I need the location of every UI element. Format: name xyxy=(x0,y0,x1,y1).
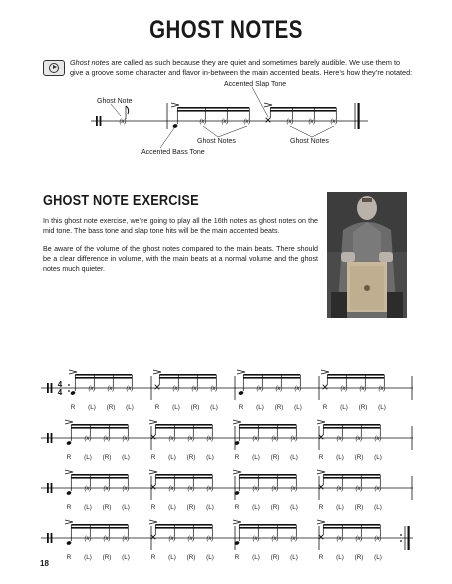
beam xyxy=(270,107,336,109)
pointer-line xyxy=(160,128,174,148)
sticking-label: (L) xyxy=(340,404,348,411)
ghost-note: (x) xyxy=(103,536,111,543)
beam xyxy=(239,524,296,526)
ghost-note: (x) xyxy=(336,486,344,493)
ghost-note: (x) xyxy=(206,486,214,493)
beam xyxy=(243,374,300,376)
page-title: GHOST NOTES xyxy=(149,16,303,44)
sticking-label: (L) xyxy=(294,404,302,411)
pointer-line xyxy=(111,104,121,116)
sticking-label: (L) xyxy=(122,454,130,461)
beam xyxy=(159,374,216,376)
sticking-label: R xyxy=(318,454,324,461)
ghost-note: (x) xyxy=(271,536,279,543)
sticking-label: (L) xyxy=(168,454,176,461)
beam xyxy=(270,110,336,112)
percussion-clef xyxy=(51,433,53,443)
sticking-label: (L) xyxy=(168,554,176,561)
accent-mark xyxy=(65,470,73,474)
ghost-note: (x) xyxy=(374,436,382,443)
sticking-label: (L) xyxy=(206,554,214,561)
sticking-label: (R) xyxy=(354,554,364,561)
sticking-label: (L) xyxy=(374,454,382,461)
beam xyxy=(155,527,212,529)
beam xyxy=(177,107,249,109)
flag xyxy=(126,106,129,114)
sticking-label: R xyxy=(234,554,240,561)
sticking-label: (R) xyxy=(102,504,112,511)
ghost-note: (x) xyxy=(308,119,316,126)
sticking-label: R xyxy=(150,554,156,561)
ghost-note: (x) xyxy=(374,536,382,543)
ghost-note: (x) xyxy=(122,436,130,443)
sticking-label: R xyxy=(318,504,324,511)
ghost-note: (x) xyxy=(355,436,363,443)
accent-mark xyxy=(149,520,157,524)
ghost-notes-label-1: Ghost Notes xyxy=(197,138,236,145)
sticking-label: (R) xyxy=(190,404,200,411)
beam xyxy=(239,424,296,426)
intro-text: are called as such because they are quiet and sometimes barely audible. We use them to give a groove some character and flavor in-between the main accented beats. Here’s how they’re notated: xyxy=(70,58,413,78)
ghost-note: (x) xyxy=(221,119,229,126)
time-signature: 4 xyxy=(57,380,63,389)
sticking-label: (L) xyxy=(84,454,92,461)
beam xyxy=(71,427,128,429)
sticking-label: (R) xyxy=(270,504,280,511)
beam xyxy=(323,427,380,429)
beam xyxy=(323,477,380,479)
percussion-clef xyxy=(47,533,49,543)
sticking-label: (L) xyxy=(252,504,260,511)
sticking-label: (L) xyxy=(122,504,130,511)
ghost-note: (x) xyxy=(84,436,92,443)
beam xyxy=(71,524,128,526)
ghost-note: (x) xyxy=(187,536,195,543)
ghost-note: (x) xyxy=(340,386,348,393)
sticking-label: R xyxy=(318,554,324,561)
beam xyxy=(323,524,380,526)
accented-bass-label: Accented Bass Tone xyxy=(141,149,205,156)
sticking-label: (R) xyxy=(274,404,284,411)
sticking-label: (L) xyxy=(126,404,134,411)
ghost-note: (x) xyxy=(172,386,180,393)
beam xyxy=(239,477,296,479)
final-barline xyxy=(408,526,410,550)
sticking-label: (L) xyxy=(290,504,298,511)
percussion-clef xyxy=(51,383,53,393)
sticking-label: (L) xyxy=(122,554,130,561)
sticking-label: R xyxy=(322,404,328,411)
sticking-label: (L) xyxy=(336,554,344,561)
ghost-note: (x) xyxy=(187,486,195,493)
ghost-note: (x) xyxy=(103,486,111,493)
sticking-label: R xyxy=(66,554,72,561)
ghost-note: (x) xyxy=(378,386,386,393)
ghost-note: (x) xyxy=(336,436,344,443)
ghost-note: (x) xyxy=(88,386,96,393)
ghost-note: (x) xyxy=(187,436,195,443)
bass-note xyxy=(238,390,244,395)
sticking-label: R xyxy=(238,404,244,411)
sticking-label: (L) xyxy=(336,454,344,461)
ghost-note-label: Ghost Note xyxy=(97,98,133,105)
ghost-note: (x) xyxy=(374,486,382,493)
sticking-label: (L) xyxy=(84,504,92,511)
repeat-dot xyxy=(68,384,70,386)
sticking-label: R xyxy=(234,504,240,511)
pointer-line xyxy=(290,126,334,137)
ghost-note: (x) xyxy=(290,486,298,493)
ghost-note: (x) xyxy=(271,486,279,493)
ghost-note: (x) xyxy=(252,536,260,543)
ghost-note: (x) xyxy=(271,436,279,443)
sticking-label: (L) xyxy=(290,454,298,461)
bass-note xyxy=(70,390,76,395)
beam xyxy=(239,527,296,529)
beam xyxy=(155,427,212,429)
sticking-label: (R) xyxy=(270,454,280,461)
sticking-label: (R) xyxy=(270,554,280,561)
ghost-note: (x) xyxy=(206,436,214,443)
accent-mark xyxy=(69,370,77,374)
sticking-label: R xyxy=(150,454,156,461)
sticking-label: R xyxy=(150,504,156,511)
beam xyxy=(323,424,380,426)
ghost-note: (x) xyxy=(126,386,134,393)
sticking-label: (R) xyxy=(186,504,196,511)
repeat-dot xyxy=(400,534,402,536)
ghost-note: (x) xyxy=(206,536,214,543)
accented-slap-label: Accented Slap Tone xyxy=(224,81,287,88)
bass-note xyxy=(66,540,72,545)
sticking-label: (L) xyxy=(290,554,298,561)
ghost-note: (x) xyxy=(359,386,367,393)
ghost-note: (x) xyxy=(336,536,344,543)
sticking-label: (R) xyxy=(358,404,368,411)
ghost-note: (x) xyxy=(107,386,115,393)
sticking-label: R xyxy=(234,454,240,461)
sticking-label: (R) xyxy=(354,504,364,511)
sticking-label: (L) xyxy=(206,504,214,511)
pointer-line xyxy=(252,87,268,117)
ghost-note: (x) xyxy=(103,436,111,443)
beam xyxy=(155,424,212,426)
sticking-label: (R) xyxy=(102,454,112,461)
sticking-label: R xyxy=(70,404,76,411)
sticking-label: (L) xyxy=(378,404,386,411)
beam xyxy=(71,474,128,476)
percussion-clef xyxy=(51,533,53,543)
accent-mark xyxy=(264,103,272,107)
ghost-note: (x) xyxy=(275,386,283,393)
beam xyxy=(159,377,216,379)
beam xyxy=(177,110,249,112)
beam xyxy=(75,374,132,376)
accent-mark xyxy=(233,520,241,524)
bass-note xyxy=(66,490,72,495)
sticking-label: (R) xyxy=(102,554,112,561)
beam xyxy=(155,474,212,476)
accent-mark xyxy=(65,420,73,424)
ghost-note: (x) xyxy=(290,436,298,443)
ghost-note: (x) xyxy=(191,386,199,393)
ghost-note: (x) xyxy=(84,486,92,493)
beam xyxy=(239,427,296,429)
sticking-label: R xyxy=(66,454,72,461)
sticking-label: (L) xyxy=(252,554,260,561)
sticking-label: (L) xyxy=(256,404,264,411)
ghost-note: (x) xyxy=(243,119,251,126)
percussion-clef xyxy=(47,433,49,443)
sticking-label: (L) xyxy=(168,504,176,511)
accent-mark xyxy=(233,420,241,424)
beam xyxy=(323,527,380,529)
sticking-label: (L) xyxy=(84,554,92,561)
ghost-note: (x) xyxy=(168,486,176,493)
sticking-label: (R) xyxy=(186,554,196,561)
exercise-paragraph-2: Be aware of the volume of the ghost notes compared to the main beats. There should be a clear difference in volume, with the main beats at a normal volume and the ghost notes much quieter. xyxy=(43,245,318,274)
sticking-label: (R) xyxy=(186,454,196,461)
exercise-paragraph-1: In this ghost note exercise, we’re going to play all the 16th notes as ghost notes on the mid tone. The bass tone and slap tone hits will be the main accented beats. xyxy=(43,217,318,236)
beam xyxy=(243,377,300,379)
accent-mark xyxy=(153,370,161,374)
accent-mark xyxy=(317,470,325,474)
sticking-label: (L) xyxy=(252,454,260,461)
beam xyxy=(71,424,128,426)
sticking-label: (L) xyxy=(206,454,214,461)
accent-mark xyxy=(321,370,329,374)
percussion-clef xyxy=(47,483,49,493)
ghost-note: (x) xyxy=(168,436,176,443)
ghost-note: (x) xyxy=(168,536,176,543)
repeat-dot xyxy=(400,540,402,542)
sticking-label: (L) xyxy=(374,554,382,561)
beam xyxy=(327,374,384,376)
ghost-note: (x) xyxy=(210,386,218,393)
final-barline xyxy=(358,103,360,129)
sticking-label: (L) xyxy=(210,404,218,411)
ghost-note: (x) xyxy=(330,119,338,126)
ghost-note: (x) xyxy=(199,119,207,126)
ghost-note: (x) xyxy=(294,386,302,393)
sticking-label: (R) xyxy=(106,404,116,411)
beam xyxy=(327,377,384,379)
intro-lead: Ghost notes xyxy=(70,58,110,67)
ghost-note: (x) xyxy=(119,119,127,126)
accent-mark xyxy=(317,520,325,524)
sticking-label: R xyxy=(154,404,160,411)
time-signature: 4 xyxy=(57,388,63,397)
percussion-clef xyxy=(51,483,53,493)
ghost-note: (x) xyxy=(252,436,260,443)
sticking-label: (R) xyxy=(354,454,364,461)
percussion-clef xyxy=(100,116,102,126)
ghost-note: (x) xyxy=(286,119,294,126)
ghost-note: (x) xyxy=(355,486,363,493)
repeat-dot xyxy=(68,390,70,392)
sticking-label: (L) xyxy=(374,504,382,511)
bass-note xyxy=(66,440,72,445)
ghost-note: (x) xyxy=(122,536,130,543)
accent-mark xyxy=(317,420,325,424)
ghost-note: (x) xyxy=(84,536,92,543)
bass-note xyxy=(172,123,178,128)
ghost-note: (x) xyxy=(122,486,130,493)
ghost-note: (x) xyxy=(355,536,363,543)
pointer-line xyxy=(203,126,247,137)
accent-mark xyxy=(233,470,241,474)
beam xyxy=(71,527,128,529)
ghost-note: (x) xyxy=(290,536,298,543)
percussion-clef xyxy=(47,383,49,393)
beam xyxy=(71,477,128,479)
sticking-label: R xyxy=(66,504,72,511)
accent-mark xyxy=(149,470,157,474)
section-heading: GHOST NOTE EXERCISE xyxy=(43,193,199,209)
beam xyxy=(323,474,380,476)
beam xyxy=(155,524,212,526)
sticking-label: (L) xyxy=(88,404,96,411)
page-number: 18 xyxy=(40,559,49,568)
ghost-note: (x) xyxy=(256,386,264,393)
beam xyxy=(75,377,132,379)
accent-mark xyxy=(65,520,73,524)
accent-mark xyxy=(171,103,179,107)
beam xyxy=(239,474,296,476)
accent-mark xyxy=(149,420,157,424)
sticking-label: (L) xyxy=(172,404,180,411)
ghost-note: (x) xyxy=(252,486,260,493)
accent-mark xyxy=(237,370,245,374)
ghost-notes-label-2: Ghost Notes xyxy=(290,138,329,145)
sticking-label: (L) xyxy=(336,504,344,511)
percussion-clef xyxy=(96,116,98,126)
beam xyxy=(155,477,212,479)
